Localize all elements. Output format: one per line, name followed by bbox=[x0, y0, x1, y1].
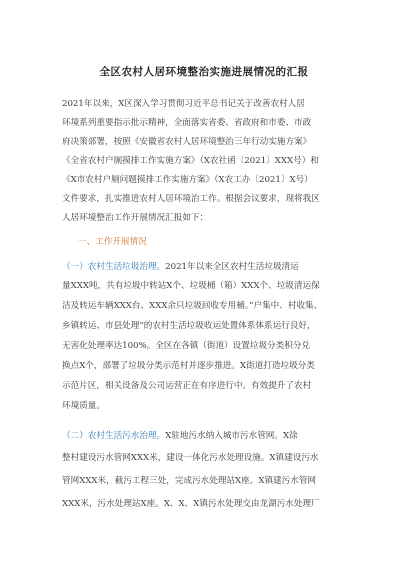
subsection-first-line bbox=[62, 430, 298, 442]
subsection-heading: （二）农村生活污水治理。 bbox=[62, 431, 166, 441]
paragraph-line: 文件要求，扎实推进农村人居环境治工作。根据会议要求，现将我区 bbox=[62, 194, 320, 204]
paragraph-line: XXX米，污水处理站X座。X、X、X镇污水处理交由龙湖污水处理厂 bbox=[62, 499, 320, 509]
paragraph-line: 2021年以来，X区深入学习贯彻习近平总书记关于改善农村人居 bbox=[62, 99, 305, 109]
paragraph-line: 换点X个，部署了垃圾分类示范村并逐步推进。X街道打造垃圾分类 bbox=[62, 361, 315, 371]
paragraph-line: 环境系列重要指示批示精神，全面落实省委、省政府和市委、市政 bbox=[62, 118, 312, 128]
paragraph-line: 示范片区，相关设备及公司运营正在有序进行中。有效提升了农村 bbox=[62, 381, 312, 391]
paragraph-line: 洁及转运车辆XXX台、XXX余只垃圾回收专用桶。”户集中、村收集、 bbox=[62, 301, 323, 311]
paragraph-line: 无害化处理率达100%。全区在各镇（街道）设置垃圾分类积分兑 bbox=[62, 341, 311, 351]
subsection-text: X驻地污水纳入城市污水管网。X徐 bbox=[165, 431, 298, 441]
subsection-text: 2021年以来全区农村生活垃圾清运 bbox=[165, 262, 299, 272]
paragraph-line: 《X市农村户厕问题摸排工作实施方案》（X农工办〔2021〕X号） bbox=[62, 175, 313, 185]
paragraph-line: 整村建设污水管网XXX米，建设一体化污水处理设施。X镇建设污水 bbox=[62, 453, 319, 463]
paragraph-line: 《全省农村户厕摸排工作实施方案》（X农社函〔2021〕XXX号）和 bbox=[62, 156, 319, 166]
subsection-heading: （一）农村生活垃圾治理。 bbox=[62, 262, 166, 272]
paragraph-line: 府决策部署，按照《安徽省农村人居环境整治三年行动实施方案》 bbox=[62, 137, 312, 147]
paragraph-line: 管网XXX米，截污工程三处，完成污水处理站X座。X镇建污水管网 bbox=[62, 476, 317, 486]
paragraph-line: 乡镇转运、市县处理”的农村生活垃圾收运处置体系体系运行良好， bbox=[62, 321, 316, 331]
document-title: 全区农村人居环境整治实施进展情况的汇报 bbox=[99, 66, 309, 78]
subsection-first-line bbox=[62, 261, 299, 273]
paragraph-line: 人居环境整治工作开展情况汇报如下： bbox=[62, 213, 209, 223]
section-heading: 一、工作开展情况 bbox=[78, 237, 147, 247]
paragraph-line: 量XXX吨，共有垃圾中转站X个、垃圾桶（箱）XXX个、垃圾清运保 bbox=[62, 281, 320, 291]
paragraph-line: 环境质量。 bbox=[62, 401, 105, 411]
